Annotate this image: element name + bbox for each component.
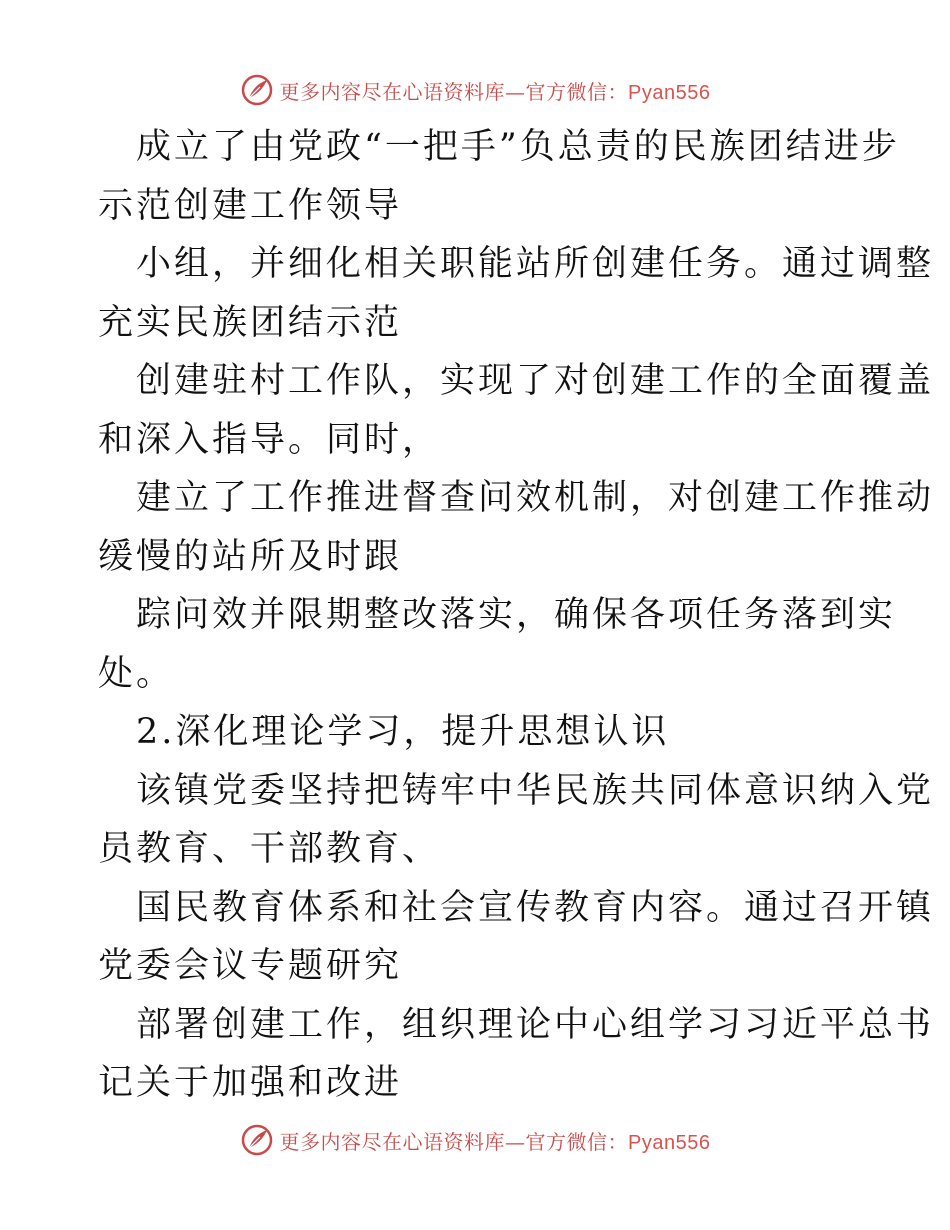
header-text [280, 76, 711, 105]
document-body [98, 118, 935, 1113]
header-banner [0, 70, 950, 110]
header-brand-text: 更多内容尽在心语资料库—官方微信： [279, 79, 629, 104]
footer-wechat-id: Pyan556 [628, 1131, 711, 1154]
body-text-line: 该镇党委坚持把铸牢中华民族共同体意识纳入党 [136, 770, 935, 811]
feather-pen-logo-icon [240, 1123, 274, 1157]
body-text-line: 建立了工作推进督查问效机制，对创建工作推动 [136, 478, 935, 518]
body-text-line: 缓慢的站所及时跟 [98, 536, 403, 577]
header-wechat-id: Pyan556 [628, 81, 711, 104]
feather-pen-logo-icon [240, 73, 274, 107]
body-text-line: 2.深化理论学习，提升思想认识 [136, 712, 670, 752]
footer-brand-text: 更多内容尽在心语资料库—官方微信： [279, 1129, 629, 1154]
body-text-line: 员教育、干部教育、 [98, 829, 441, 869]
body-text-line: 示范创建工作领导 [98, 185, 403, 226]
footer-text [280, 1126, 711, 1155]
footer-banner [0, 1120, 950, 1160]
body-text-line: 党委会议专题研究 [98, 946, 403, 986]
body-text-line: 部署创建工作，组织理论中心组学习习近平总书 [136, 1004, 935, 1045]
body-text-line: 创建驻村工作队，实现了对创建工作的全面覆盖 [136, 361, 935, 401]
body-text-line: 和深入指导。同时， [98, 419, 441, 460]
body-text-line: 处。 [98, 653, 175, 694]
body-text-line: 成立了由党政“一把手”负总责的民族团结进步 [136, 127, 900, 167]
body-text-line: 踪问效并限期整改落实，确保各项任务落到实 [136, 595, 897, 635]
body-text-line: 国民教育体系和社会宣传教育内容。通过召开镇 [136, 887, 935, 928]
body-text-line: 小组，并细化相关职能站所创建任务。通过调整 [136, 244, 935, 284]
body-text-line: 充实民族团结示范 [98, 302, 403, 343]
body-text-line: 记关于加强和改进 [98, 1063, 403, 1103]
